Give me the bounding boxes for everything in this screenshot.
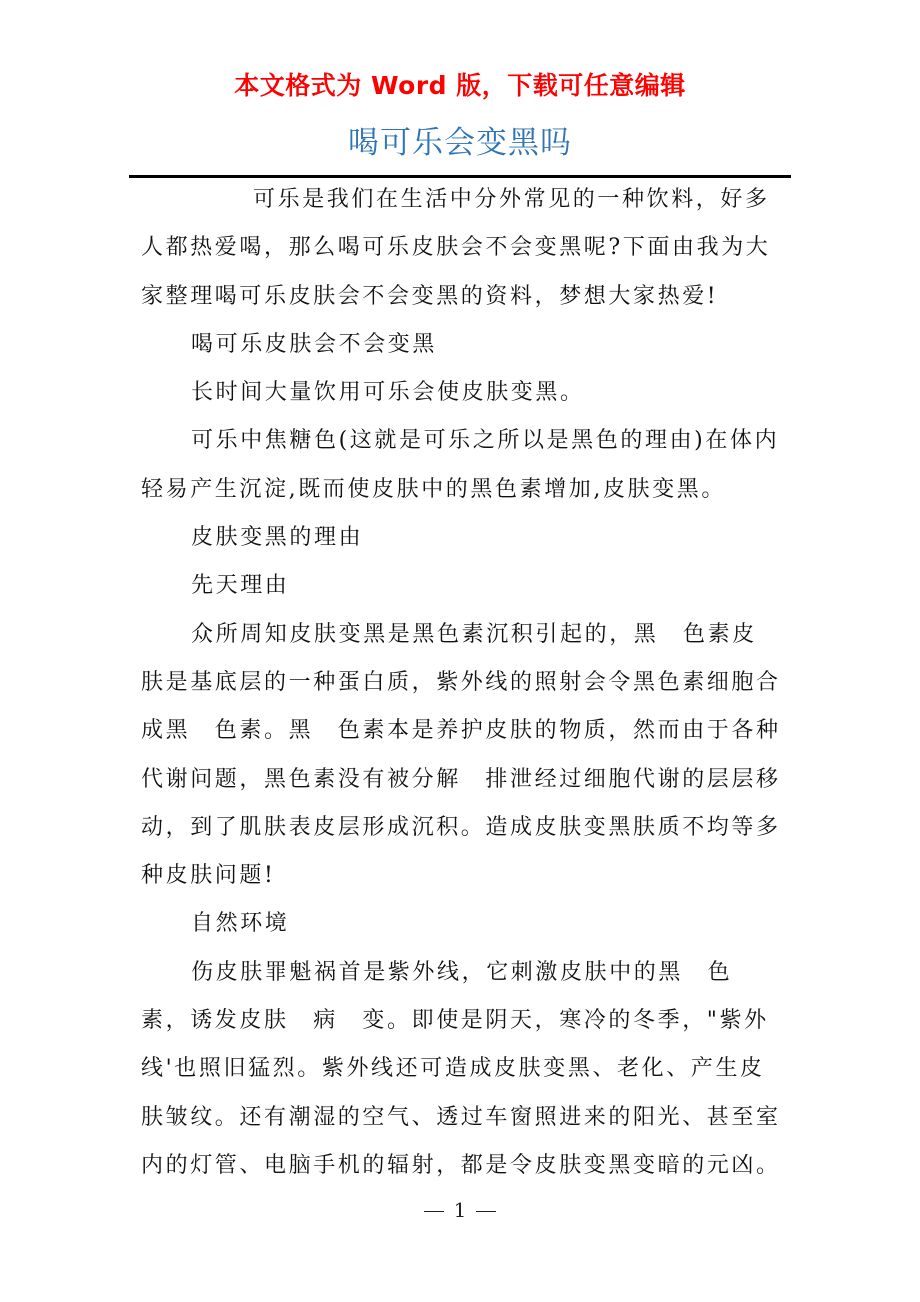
- section-heading: 喝可乐皮肤会不会变黑: [191, 331, 438, 357]
- subsection-heading: 先天理由: [191, 573, 290, 599]
- paragraph: 长时间大量饮用可乐会使皮肤变黑。: [191, 380, 585, 406]
- format-banner: 本文格式为 Word 版，下载可任意编辑: [234, 71, 686, 100]
- paragraph: 可乐中焦糖色(这就是可乐之所以是黑色的理由)在体内轻易产生沉淀,既而使皮肤中的黑色素增加,皮肤变黑。: [141, 428, 780, 502]
- document-body: [141, 176, 781, 1190]
- paragraph: 众所周知皮肤变黑是黑色素沉积引起的，黑 色素皮肤是基底层的一种蛋白质，紫外线的照射会令黑色素细胞合成黑 色素。黑 色素本是养护皮肤的物质，然而由于各种代谢问题，黑色素没有被分解 排泄经过细胞代谢的层层移动，到了肌肤表皮层形成沉积。造成皮肤变黑肤质不均等多种皮肤问题!: [141, 621, 781, 889]
- document-title: 喝可乐会变黑吗: [348, 125, 572, 161]
- intro-paragraph: 可乐是我们在生活中分外常见的一种饮料，好多人都热爱喝，那么喝可乐皮肤会不会变黑呢?下面由我为大家整理喝可乐皮肤会不会变黑的资料，梦想大家热爱!: [141, 187, 771, 309]
- footer-dash-left: [424, 1211, 444, 1213]
- page-number: 1: [453, 1198, 467, 1222]
- footer-dash-right: [476, 1211, 496, 1213]
- section-heading: 皮肤变黑的理由: [191, 525, 364, 551]
- paragraph: 伤皮肤罪魁祸首是紫外线，它刺激皮肤中的黑 色素，诱发皮肤 病 变。即使是阴天，寒冷的冬季，"紫外线'也照旧猛烈。紫外线还可造成皮肤变黑、老化、产生皮肤皱纹。还有潮湿的空气、透过车窗照进来的阳光、甚至室内的灯管、电脑手机的辐射，都是令皮肤变黑变暗的元凶。: [141, 959, 781, 1178]
- page-footer: [0, 1198, 920, 1222]
- subsection-heading: 自然环境: [191, 911, 290, 937]
